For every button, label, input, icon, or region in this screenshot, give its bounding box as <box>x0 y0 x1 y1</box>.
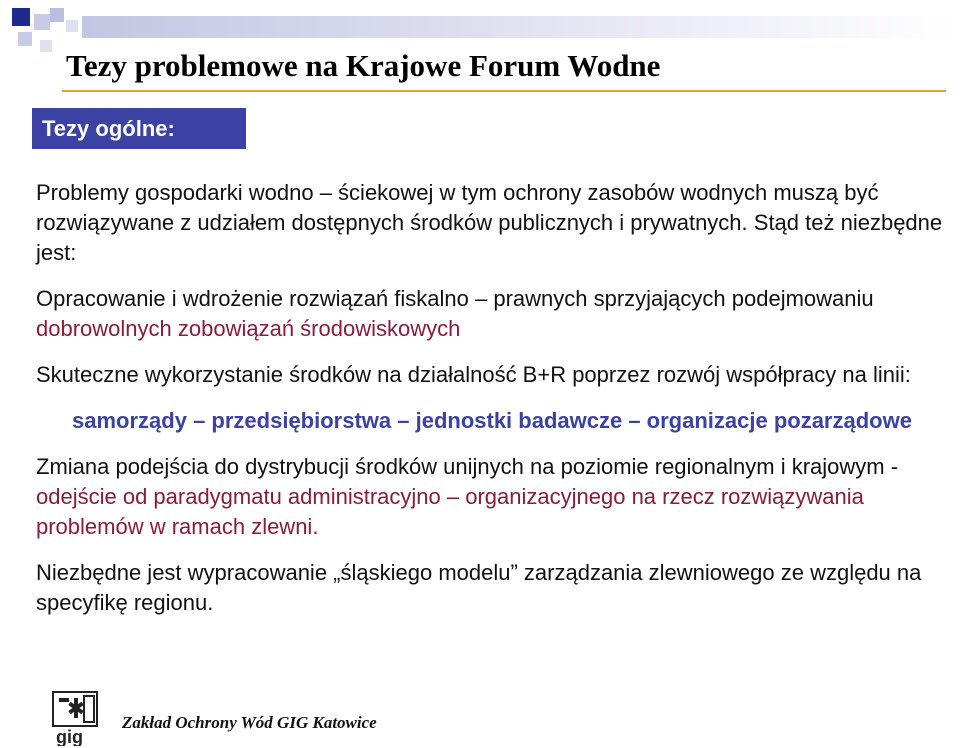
section-label: Tezy ogólne: <box>32 108 246 149</box>
paragraph-eu-funds <box>36 452 948 542</box>
slide-body <box>36 178 948 618</box>
paragraph-eu-funds-accent: odejście od paradygmatu administracyjno – organizacyjnego na rzecz rozwiązywania problemów w ramach zlewni. <box>36 484 864 539</box>
paragraph-intro: Problemy gospodarki wodno – ściekowej w tym ochrony zasobów wodnych muszą być rozwiązywane z udziałem dostępnych środków publicznych i prywatnych. Stąd też niezbędne jest: <box>36 180 943 265</box>
paragraph-fiscal-accent: dobrowolnych zobowiązań środowiskowych <box>36 316 461 341</box>
footer-text: Zakład Ochrony Wód GIG Katowice <box>122 713 377 732</box>
title-rule <box>62 90 946 92</box>
gig-logo-icon <box>52 690 102 746</box>
paragraph-eu-funds-text: Zmiana podejścia do dystrybucji środków unijnych na poziomie regionalnym i krajowym - <box>36 454 899 479</box>
cooperation-line: samorządy – przedsiębiorstwa – jednostki badawcze – organizacje pozarządowe <box>72 408 912 433</box>
paragraph-fiscal-text: Opracowanie i wdrożenie rozwiązań fiskalno – prawnych sprzyjających podejmowaniu <box>36 286 874 311</box>
paragraph-br: Skuteczne wykorzystanie środków na działalność B+R poprzez rozwój współpracy na linii: <box>36 362 911 387</box>
paragraph-fiscal <box>36 284 948 344</box>
paragraph-silesian-model: Niezbędne jest wypracowanie „śląskiego modelu” zarządzania zlewniowego ze względu na specyfikę regionu. <box>36 560 922 615</box>
logo-text: gig <box>56 727 83 746</box>
slide-title: Tezy problemowe na Krajowe Forum Wodne <box>66 48 661 83</box>
